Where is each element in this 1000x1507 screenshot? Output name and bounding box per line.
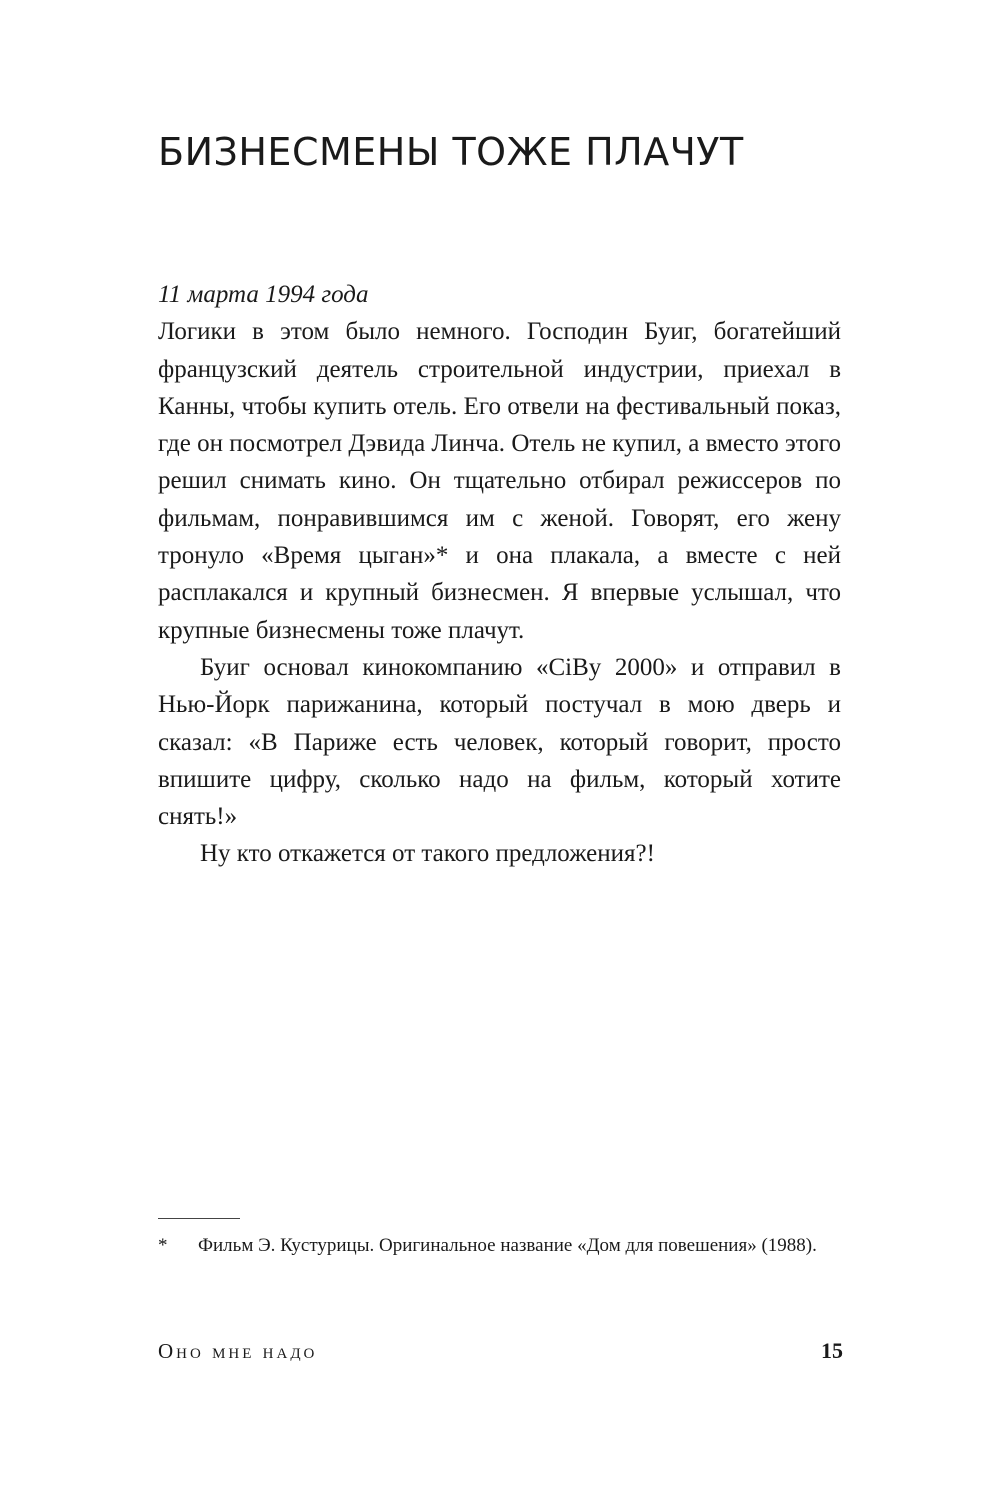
entry-date: 11 марта 1994 года	[158, 281, 369, 308]
paragraph-3: Ну кто откажется от такого предложения?!	[200, 840, 655, 868]
footnote	[158, 1232, 841, 1260]
footnote-marker: *	[158, 1235, 168, 1256]
footnote-divider	[158, 1218, 240, 1219]
paragraph-2: Буиг основал кинокомпанию «CiBy 2000» и отправил в Нью-Йорк парижанина, который постучал в мою дверь и сказал: «В Париже есть человек, который говорит, просто впишите цифру, сколько надо на фильм, который хотите снять!»	[158, 653, 841, 831]
chapter-title: БИЗНЕСМЕНЫ ТОЖЕ ПЛАЧУТ	[158, 130, 744, 174]
running-head: Оно мне надо	[158, 1339, 318, 1363]
body-text	[158, 276, 841, 873]
page-number: 15	[821, 1338, 843, 1363]
paragraph-1: Логики в этом было немного. Господин Буиг, богатейший французский деятель строительной индустрии, приехал в Канны, чтобы купить отель. Его отвели на фестивальный показ, где он посмотрел Дэвида Линча. Отель не купил, а вместо этого решил снимать кино. Он тщательно отбирал режиссеров по фильмам, понравившимся им с женой. Говорят, его жену тронуло «Время цыган»* и она плакала, а вместе с ней расплакался и крупный бизнесмен. Я впервые услышал, что крупные бизнесмены тоже плачут.	[158, 318, 841, 644]
footnote-text: Фильм Э. Кустурицы. Оригинальное название «Дом для повешения» (1988).	[198, 1235, 817, 1256]
